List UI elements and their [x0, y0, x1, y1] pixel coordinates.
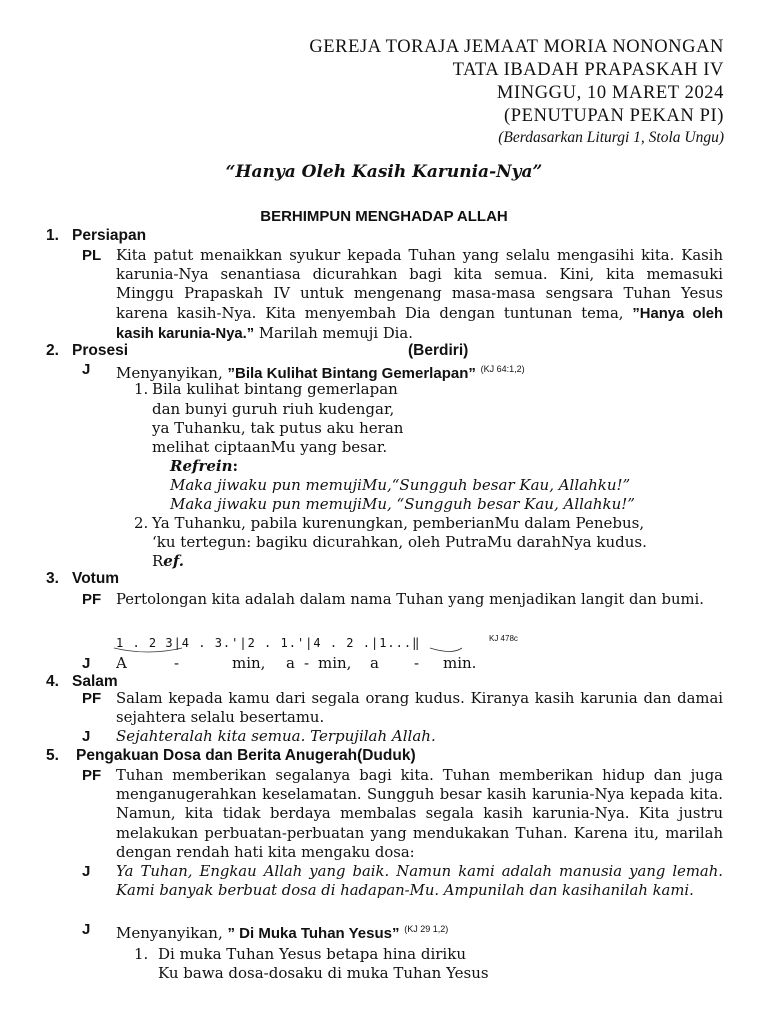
- liturgy-title: TATA IBADAH PRAPASKAH IV: [452, 60, 724, 80]
- amen-syllable: min.: [443, 654, 477, 672]
- song-reference: (KJ 64:1,2): [480, 364, 525, 374]
- item-title-prosesi: Prosesi: [72, 342, 129, 359]
- verse-line: Bila kulihat bintang gemerlapan: [152, 380, 398, 398]
- item-title-pengakuan: [76, 747, 416, 765]
- persiapan-theme: ”Hanya oleh kasih karunia-Nya.”: [116, 305, 723, 342]
- verse-line: Ku bawa dosa-dosaku di muka Tuhan Yesus: [158, 964, 489, 982]
- song-reference: (KJ 29 1,2): [404, 924, 449, 934]
- refrain-line: Maka jiwaku pun memujiMu, “Sungguh besar Kau, Allahku!”: [170, 495, 635, 513]
- sing-prefix: Menyanyikan,: [116, 364, 228, 382]
- amen-syllable: -: [414, 654, 420, 672]
- service-date: MINGGU, 10 MARET 2024: [496, 83, 724, 103]
- amen-syllable: A: [116, 654, 127, 672]
- refrain-marker: [152, 552, 184, 571]
- verse-number: 1.: [134, 945, 149, 963]
- refrain-colon: :: [232, 457, 239, 475]
- verse-line: ya Tuhanku, tak putus aku heran: [152, 419, 404, 437]
- song-line: [116, 920, 448, 943]
- refrain-marker-r: R: [152, 552, 164, 570]
- theme-title: “Hanya Oleh Kasih Karunia-Nya”: [225, 162, 543, 182]
- occasion: (PENUTUPAN PEKAN PI): [504, 106, 724, 126]
- item-number: 5.: [46, 747, 59, 764]
- document-header: [309, 36, 724, 148]
- church-name: GEREJA TORAJA JEMAAT MORIA NONONGAN: [309, 37, 724, 57]
- role-label: J: [82, 863, 91, 880]
- item-number: 3.: [46, 570, 59, 587]
- salam-response: Sejahteralah kita semua. Terpujilah Allah.: [116, 727, 436, 745]
- posture-label: (Berdiri): [408, 342, 469, 359]
- refrain-line: Maka jiwaku pun memujiMu,“Sungguh besar Kau, Allahku!”: [170, 476, 631, 494]
- salam-text: Salam kepada kamu dari segala orang kudus. Kiranya kasih karunia dan damai sejahtera selalu besertamu.: [116, 690, 723, 727]
- persiapan-tail: Marilah memuji Dia.: [254, 324, 413, 342]
- persiapan-body: Kita patut menaikkan syukur kepada Tuhan yang selalu mengasihi kita. Kasih karunia-Nya senantiasa dicurahkan bagi kita semua. Kini, kita memasuki Minggu Prapaskah IV untuk mengenang masa-masa sengsara Tuhan Yesus karena kasih-Nya. Kita menyembah Dia dengan tuntunan tema,: [116, 247, 723, 322]
- pengakuan-title: Pengakuan Dosa dan Berita Anugerah: [76, 747, 358, 764]
- liturgy-note: (Berdasarkan Liturgi 1, Stola Ungu): [498, 129, 724, 146]
- song-title: ”Bila Kulihat Bintang Gemerlapan”: [227, 365, 476, 382]
- role-label: J: [82, 728, 91, 745]
- votum-text: Pertolongan kita adalah dalam nama Tuhan yang menjadikan langit dan bumi.: [116, 591, 704, 608]
- item-number: 1.: [46, 227, 59, 244]
- item-number: 2.: [46, 342, 59, 359]
- verse-line: dan bunyi guruh riuh kudengar,: [152, 400, 395, 418]
- section-title: BERHIMPUN MENGHADAP ALLAH: [260, 208, 508, 225]
- song-title: ” Di Muka Tuhan Yesus”: [227, 925, 400, 942]
- verse-line: melihat ciptaanMu yang besar.: [152, 438, 388, 456]
- refrain-label: [170, 457, 238, 476]
- pengakuan-text: Tuhan memberikan segalanya bagi kita. Tuhan memberikan hidup dan juga menganugerahkan keselamatan. Sungguh besar kasih karunia-Nya kepada kita. Namun, kita tidak berdaya membalas segala kasih karunia-Nya. Kita justru melakukan perbuatan-perbuatan yang mendukakan Tuhan. Karena itu, marilah dengan rendah hati kita mengaku dosa:: [116, 767, 723, 861]
- role-label: PF: [82, 690, 102, 707]
- amen-syllable: min,: [318, 654, 352, 672]
- role-label: PF: [82, 591, 102, 608]
- refrain-label-text: Refrein: [170, 457, 233, 475]
- posture-label: (Duduk): [357, 747, 416, 764]
- amen-syllable: -: [174, 654, 180, 672]
- item-title-persiapan: Persiapan: [72, 227, 147, 244]
- amen-syllable: a: [286, 654, 295, 672]
- role-label: PF: [82, 767, 102, 784]
- role-label: J: [82, 361, 91, 378]
- amen-line: [116, 654, 486, 673]
- verse-line: ‘ku tertegun: bagiku dicurahkan, oleh PutraMu darahNya kudus.: [152, 533, 647, 551]
- amen-syllable: a: [370, 654, 379, 672]
- music-reference: KJ 478c: [489, 634, 518, 643]
- amen-syllable: -: [304, 654, 310, 672]
- item-title-votum: Votum: [72, 570, 120, 587]
- role-label: PL: [82, 247, 102, 264]
- music-notation: 1 . 2 3|4 . 3.'|2 . 1.'|4 . 2 .|1...‖: [116, 636, 421, 650]
- confession-text: Ya Tuhan, Engkau Allah yang baik. Namun kami adalah manusia yang lemah. Kami banyak berbuat dosa di hadapan-Mu. Ampunilah dan kasihanilah kami.: [116, 863, 723, 900]
- verse-line: Ya Tuhanku, pabila kurenungkan, pemberianMu dalam Penebus,: [152, 514, 645, 532]
- verse-line: Di muka Tuhan Yesus betapa hina diriku: [158, 945, 466, 963]
- refrain-marker-ef: ef.: [163, 552, 184, 570]
- sing-prefix: Menyanyikan,: [116, 924, 228, 942]
- verse-number: 1.: [134, 380, 149, 398]
- role-label: J: [82, 921, 91, 938]
- persiapan-text: [116, 246, 723, 344]
- verse-number: 2.: [134, 514, 149, 532]
- item-title-salam: Salam: [72, 673, 118, 690]
- item-number: 4.: [46, 673, 59, 690]
- role-label: J: [82, 655, 91, 672]
- amen-syllable: min,: [232, 654, 266, 672]
